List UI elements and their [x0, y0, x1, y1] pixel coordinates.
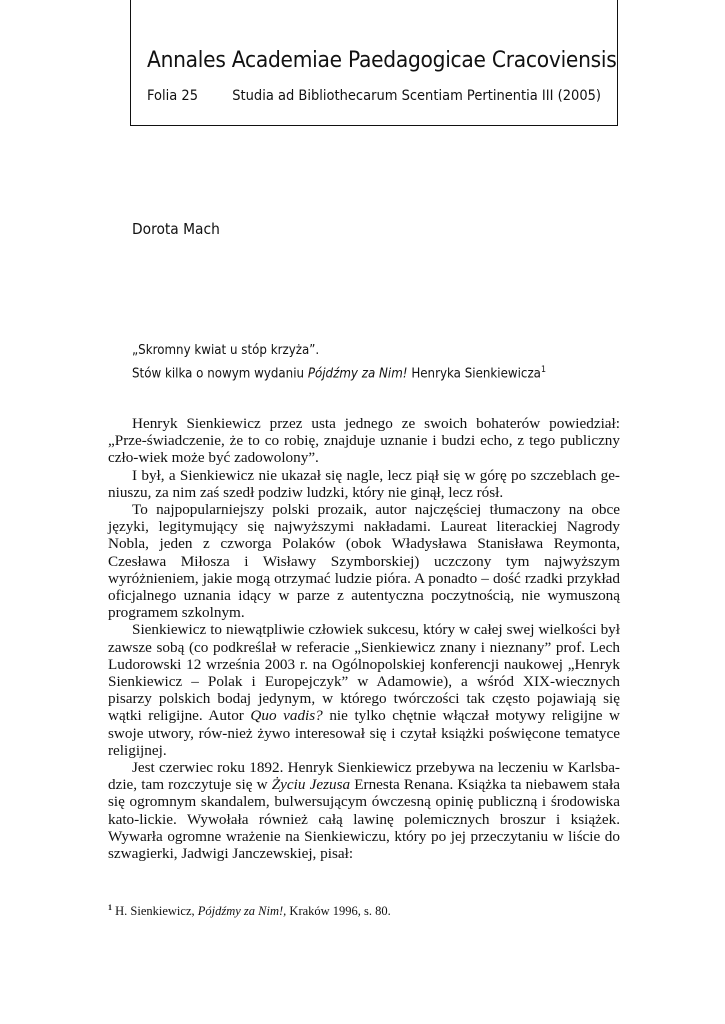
paragraph-3: To najpopularniejszy polski prozaik, autor najczęściej tłumaczony na obce języki, legitymujący się najwyższymi nakładami. Laureat literackiej Nagrody Nobla, jeden z czworga Polaków (obok Władysława Stanisława Reymonta, Czesława Miłosza i Wisławy Szymborskiej) uczczony tym najwyższym wyróżnieniem, jakie mogą otrzymać ludzie pióra. A ponadto – dość rzadki przykład oficjalnego uznania idący w parze z autentyczna poczytnością, nie wymuszoną programem szkolnym. — [108, 501, 620, 622]
footnote-mark: 1 — [108, 903, 112, 912]
article-title — [132, 340, 546, 384]
paragraph-4-part-b: nie tylko chętnie włączał motywy religijne w swoje utwory, rów-nież żywo interesował się i czytał książki poświęcone tematyce religijnej. — [108, 707, 620, 759]
footnote-italic: Pójdźmy za Nim!, — [197, 904, 287, 919]
journal-subtitle — [147, 88, 601, 104]
paragraph-5-part-b: Ernesta Renana. Książka ta niebawem stała się ogromnym skandalem, bulwersującym ówczesną opinię publiczną i środowiska kato-lickie. Wywołała również całą lawinę polemicznych broszur i książek. Wywarła ogromne wrażenie na Sienkiewiczu, który po jej przeczytaniu w liście do szwagierki, Jadwigi Janczewskiej, pisał: — [108, 776, 620, 863]
title-suffix: Henryka Sienkiewicza — [407, 365, 541, 382]
footnote — [108, 903, 391, 919]
paragraph-4 — [108, 621, 620, 759]
author-name: Dorota Mach — [132, 220, 220, 238]
paragraph-1: Henryk Sienkiewicz przez usta jednego ze swoich bohaterów powiedział: „Prze-świadczenie, że to co robię, znajduje uznanie i budzi echo, z tego publiczny czło-wiek może być zadowolony”. — [108, 415, 620, 467]
journal-header — [130, 0, 618, 126]
paragraph-4-italic: Quo vadis? — [250, 707, 323, 725]
paragraph-2: I był, a Sienkiewicz nie ukazał się nagle, lecz piął się w górę po szczeblach ge-niuszu, za nim zaś szedł podziw ludzki, który nie ginął, lecz rósł. — [108, 466, 620, 501]
paragraph-5-italic: Życiu Jezusa — [271, 776, 351, 794]
footnote-reference[interactable]: 1 — [540, 365, 547, 375]
title-italic: Pójdźmy za Nim! — [307, 365, 408, 382]
title-prefix: Stów kilka o nowym wydaniu — [132, 365, 308, 382]
article-body — [108, 415, 620, 862]
paragraph-5 — [108, 759, 620, 862]
paragraph-4-part-a: Sienkiewicz to niewątpliwie człowiek sukcesu, który w całej swej wielkości był zawsze sobą (co podkreślał w referacie „Sienkiewicz znany i nieznany” prof. Lech Ludorowski 12 września 2003 r. na Ogólnopolskiej konferencji naukowej „Henryk Sienkiewicz – Polak i Europejczyk” w Adamowie), a wśród XIX-wiecznych pisarzy polskich bodaj jedynym, w którego twórczości tak często pojawiają się wątki religijne. Autor — [108, 621, 620, 725]
footnote-suffix: Kraków 1996, s. 80. — [286, 904, 391, 919]
article-title-line2 — [132, 360, 546, 384]
series-name: Studia ad Bibliothecarum Scentiam Pertinentia III (2005) — [232, 88, 602, 104]
journal-title: Annales Academiae Paedagogicae Cracoviensis — [147, 48, 617, 73]
folio-number: Folia 25 — [147, 88, 199, 104]
paragraph-5-part-a: Jest czerwiec roku 1892. Henryk Sienkiewicz przebywa na leczeniu w Karlsba-dzie, tam rozczytuje się w — [108, 759, 620, 794]
footnote-prefix: H. Sienkiewicz, — [112, 904, 198, 919]
article-title-line1: „Skromny kwiat u stóp krzyża”. — [132, 342, 320, 358]
